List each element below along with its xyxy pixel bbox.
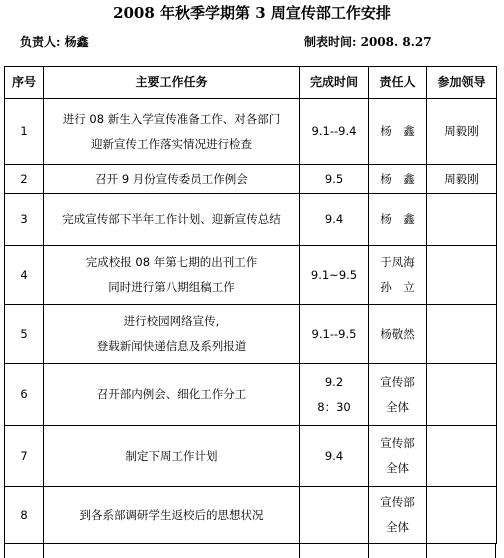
table-continuation bbox=[4, 543, 496, 558]
task-line: 同时进行第八期组稿工作 bbox=[108, 280, 235, 294]
task-line: 制定下周工作计划 bbox=[125, 448, 218, 463]
time-line: 9.2 bbox=[324, 374, 344, 389]
row-number: 7 bbox=[5, 426, 44, 487]
continuation-column bbox=[299, 543, 368, 558]
task-cell bbox=[44, 194, 300, 246]
table-row bbox=[5, 426, 497, 487]
column-header-leader: 参加领导 bbox=[427, 67, 497, 99]
task-line: 进行 08 新生入学宣传准备工作、对各部门 bbox=[62, 111, 281, 126]
leader-cell: 周毅刚 bbox=[427, 99, 497, 165]
owner-cell bbox=[369, 487, 427, 544]
time-cell bbox=[300, 305, 369, 364]
owner-line: 全体 bbox=[386, 461, 409, 475]
column-header-owner: 责任人 bbox=[369, 67, 427, 99]
leader-cell bbox=[427, 364, 497, 426]
page-title: 2008 年秋季学期第 3 周宣传部工作安排 bbox=[113, 4, 391, 22]
time-line: 9.1--9.5 bbox=[311, 326, 357, 341]
owner-line: 宣传部 bbox=[380, 374, 415, 389]
leader-cell: 周毅刚 bbox=[427, 165, 497, 194]
owner-line: 杨 鑫 bbox=[380, 212, 415, 226]
task-line: 召开部内例会、细化工作分工 bbox=[96, 387, 247, 401]
continuation-column bbox=[368, 543, 426, 558]
time-cell bbox=[300, 426, 369, 487]
task-line: 完成校报 08 年第七期的出刊工作 bbox=[85, 255, 258, 269]
time-cell bbox=[300, 194, 369, 246]
row-number: 4 bbox=[5, 246, 44, 305]
owner-line: 宣传部 bbox=[380, 495, 415, 509]
time-line: 9.5 bbox=[324, 171, 344, 186]
owner-line: 杨 鑫 bbox=[380, 171, 415, 186]
row-number: 3 bbox=[5, 194, 44, 246]
task-cell bbox=[44, 165, 300, 194]
owner-cell bbox=[369, 364, 427, 426]
leader-cell bbox=[427, 487, 497, 544]
owner-line: 孙 立 bbox=[380, 280, 415, 294]
owner-line: 全体 bbox=[386, 399, 409, 414]
leader-cell bbox=[427, 246, 497, 305]
row-number: 8 bbox=[5, 487, 44, 544]
leader-cell bbox=[427, 426, 497, 487]
header-row bbox=[5, 67, 497, 99]
made-time: 制表时间: 2008. 8.27 bbox=[304, 35, 432, 49]
row-number: 2 bbox=[5, 165, 44, 194]
table-row bbox=[5, 194, 497, 246]
row-number: 5 bbox=[5, 305, 44, 364]
owner-cell bbox=[369, 246, 427, 305]
table-row bbox=[5, 487, 497, 544]
task-cell bbox=[44, 305, 300, 364]
time-line: 9.1--9.4 bbox=[311, 124, 357, 138]
owner-line: 于凤海 bbox=[380, 255, 415, 269]
task-line: 召开 9 月份宣传委员工作例会 bbox=[95, 171, 248, 186]
task-cell bbox=[44, 364, 300, 426]
owner-line: 杨 鑫 bbox=[380, 124, 415, 138]
task-line: 进行校园网络宣传, bbox=[123, 314, 220, 328]
table-row bbox=[5, 246, 497, 305]
task-cell bbox=[44, 426, 300, 487]
owner-cell bbox=[369, 194, 427, 246]
task-line: 迎新宣传工作落实情况进行检查 bbox=[91, 136, 252, 151]
table-row bbox=[5, 99, 497, 165]
task-line: 登载新闻快递信息及系列报道 bbox=[96, 339, 247, 353]
task-cell bbox=[44, 99, 300, 165]
time-line: 9.1~9.5 bbox=[310, 267, 358, 282]
column-header-time: 完成时间 bbox=[300, 67, 369, 99]
leader-cell bbox=[427, 194, 497, 246]
time-cell bbox=[300, 487, 369, 544]
time-line: 9.4 bbox=[324, 448, 344, 463]
row-number: 6 bbox=[5, 364, 44, 426]
table-row bbox=[5, 305, 497, 364]
time-cell bbox=[300, 246, 369, 305]
time-cell bbox=[300, 99, 369, 165]
owner-cell bbox=[369, 305, 427, 364]
owner-line: 全体 bbox=[386, 520, 409, 534]
column-header-no: 序号 bbox=[5, 67, 44, 99]
leader-cell bbox=[427, 305, 497, 364]
time-line: 9.4 bbox=[324, 212, 344, 226]
row-number: 1 bbox=[5, 99, 44, 165]
work-schedule-table bbox=[4, 66, 497, 544]
owner-cell bbox=[369, 99, 427, 165]
task-cell bbox=[44, 487, 300, 544]
time-cell bbox=[300, 364, 369, 426]
responsible-person: 负责人: 杨鑫 bbox=[20, 35, 89, 49]
task-line: 到各系部调研学生返校后的思想状况 bbox=[79, 507, 264, 522]
continuation-column bbox=[4, 543, 43, 558]
time-cell bbox=[300, 165, 369, 194]
owner-cell bbox=[369, 165, 427, 194]
continuation-column bbox=[43, 543, 299, 558]
time-line: 8：30 bbox=[317, 399, 351, 414]
task-cell bbox=[44, 246, 300, 305]
column-header-task: 主要工作任务 bbox=[44, 67, 300, 99]
owner-line: 宣传部 bbox=[380, 436, 415, 450]
continuation-column bbox=[426, 543, 496, 558]
table-row bbox=[5, 165, 497, 194]
owner-line: 杨敬然 bbox=[380, 326, 415, 341]
task-line: 完成宣传部下半年工作计划、迎新宣传总结 bbox=[62, 212, 281, 226]
owner-cell bbox=[369, 426, 427, 487]
table-row bbox=[5, 364, 497, 426]
